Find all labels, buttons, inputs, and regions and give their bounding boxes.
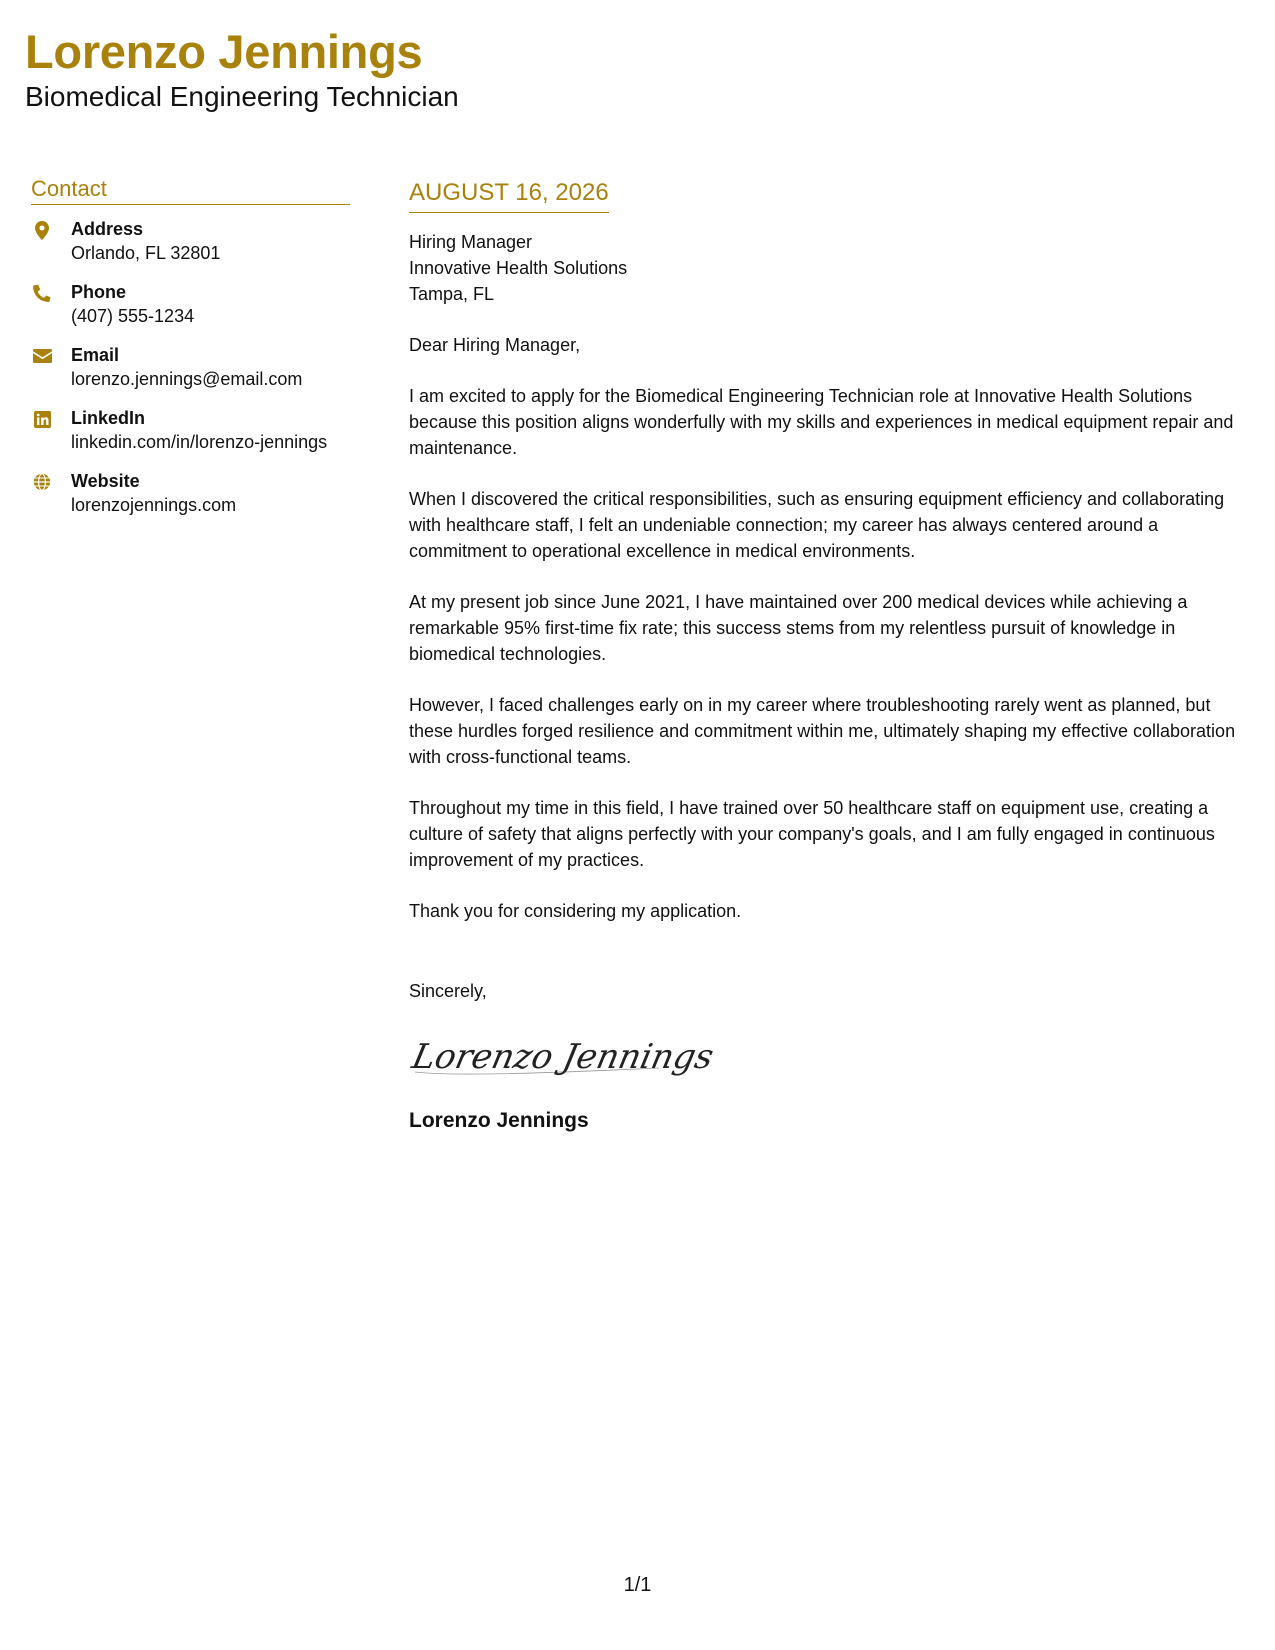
envelope-icon [31,345,53,367]
contact-item-email [31,343,350,394]
contact-item-website [31,469,350,520]
recipient-name: Hiring Manager [409,232,533,252]
job-title: Biomedical Engineering Technician [25,81,459,112]
contact-label: Website [71,471,140,491]
paragraph: At my present job since June 2021, I have maintained over 200 medical devices while achieving a remarkable 95% first-time fix rate; this success stems from my relentless pursuit of knowledge in biomedical technologies. [409,592,1188,664]
contact-list [31,217,350,520]
paragraph: Throughout my time in this field, I have trained over 50 healthcare staff on equipment use, creating a culture of safety that aligns perfectly with your company's goals, and I am fully engaged in continuous improvement of my practices. [409,798,1215,870]
linkedin-link[interactable]: linkedin.com/in/lorenzo-jennings [71,432,328,452]
contact-heading: Contact [31,176,350,205]
contact-label: LinkedIn [71,408,146,428]
signer-name: Lorenzo Jennings [409,1109,589,1132]
globe-icon [31,471,53,493]
letter-date: AUGUST 16, 2026 [409,178,609,213]
phone-icon [31,282,53,304]
contact-item-phone [31,280,350,331]
paragraph: However, I faced challenges early on in my career where troubleshooting rarely went as planned, but these hurdles forged resilience and commitment within me, ultimately shaping my effective collaboration with cross-functional teams. [409,695,1236,767]
contact-sidebar [31,176,350,532]
contact-label: Phone [71,282,127,302]
recipient-block [409,229,1249,307]
linkedin-icon [31,408,53,430]
paragraph: Thank you for considering my application. [409,901,742,921]
website-link[interactable]: lorenzojennings.com [71,495,237,515]
contact-item-address [31,217,350,268]
letter-body [409,178,1249,1134]
paragraph: When I discovered the critical responsibilities, such as ensuring equipment efficiency and collaborating with healthcare staff, I felt an undeniable connection; my career has always centered around a commitment to operational excellence in medical environments. [409,489,1225,561]
map-pin-icon [31,219,53,241]
header [25,26,459,114]
salutation: Dear Hiring Manager, [409,335,581,355]
contact-item-linkedin [31,406,350,457]
contact-label: Email [71,345,120,365]
paragraph: I am excited to apply for the Biomedical Engineering Technician role at Innovative Health Solutions because this position aligns wonderfully with my skills and experiences in medical equipment repair and maintenance. [409,386,1234,458]
recipient-company: Innovative Health Solutions [409,258,628,278]
signature-image [409,1028,1249,1088]
recipient-location: Tampa, FL [409,284,495,304]
phone-value: (407) 555-1234 [71,306,195,326]
closing: Sincerely, [409,981,487,1001]
applicant-name: Lorenzo Jennings [25,25,423,78]
svg-text:Lorenzo Jennings: Lorenzo Jennings [408,1037,718,1077]
email-link[interactable]: lorenzo.jennings@email.com [71,369,303,389]
page-number: 1/1 [623,1574,652,1596]
address-value: Orlando, FL 32801 [71,243,221,263]
contact-label: Address [71,219,144,239]
